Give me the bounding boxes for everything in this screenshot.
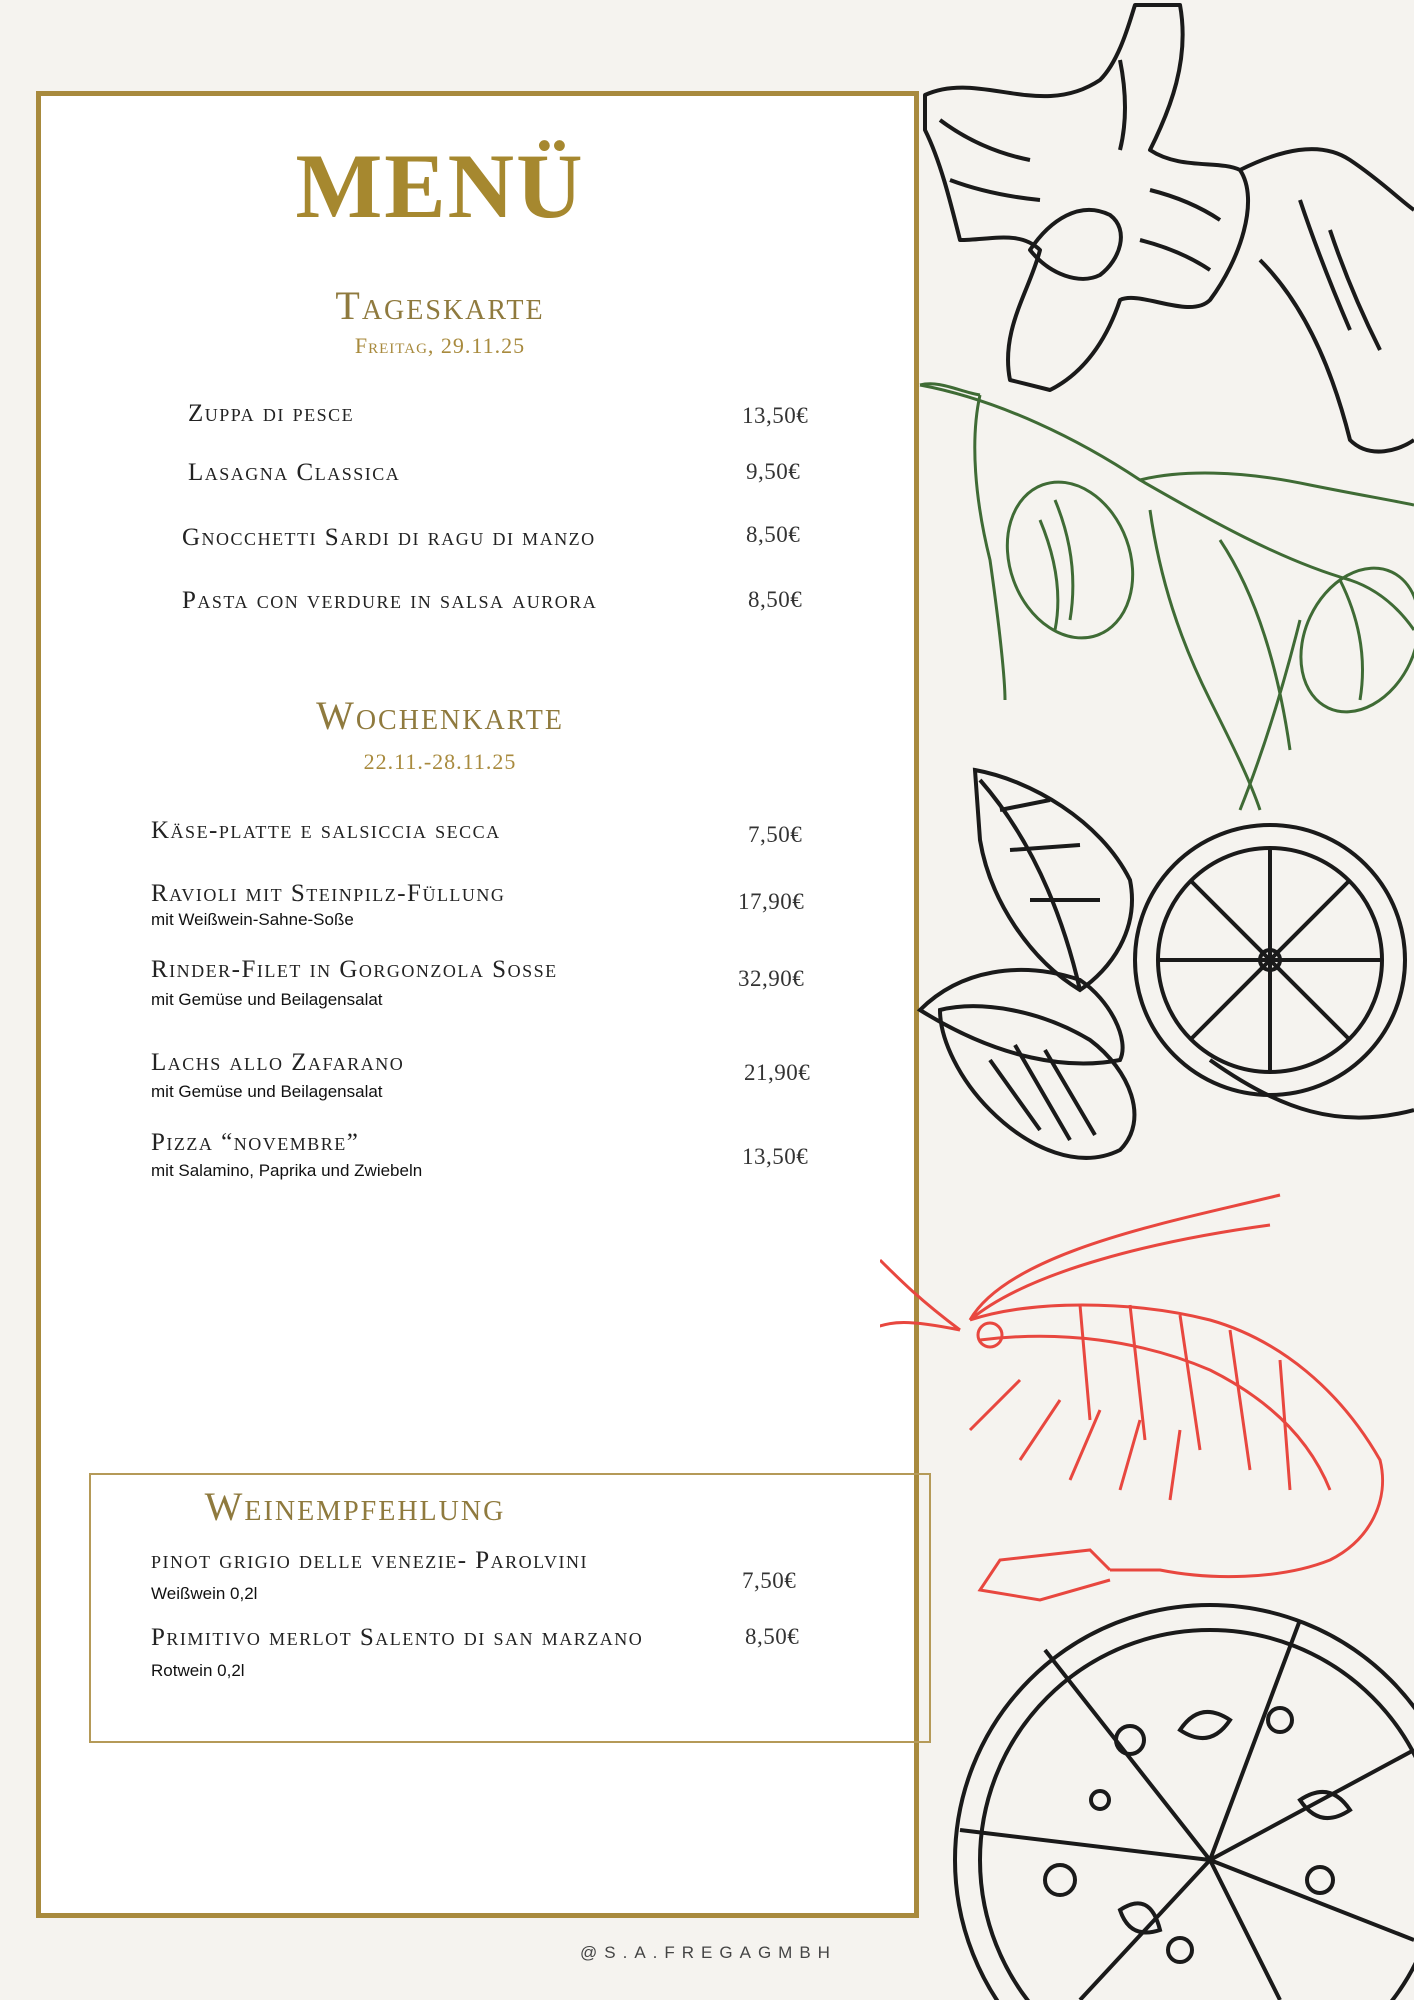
farfalle-icon: [925, 5, 1414, 452]
menu-item-description: mit Gemüse und Beilagensalat: [151, 990, 383, 1009]
wine-item-price: 7,50€: [742, 1568, 797, 1593]
menu-item-name: Ravioli mit Steinpilz-Füllung: [151, 880, 506, 907]
menu-item-name: Pasta con verdure in salsa aurora: [182, 587, 598, 614]
menu-item-price: 32,90€: [738, 966, 805, 991]
menu-item-name: Lachs allo Zafarano: [151, 1049, 405, 1076]
pizza-icon: [955, 1605, 1414, 2000]
lemon-icon: [920, 770, 1414, 1158]
menu-item-name: Lasagna Classica: [188, 459, 401, 486]
wine-item-description: Weißwein 0,2l: [151, 1584, 258, 1603]
menu-item-price: 9,50€: [746, 459, 801, 484]
menu-item-name: Käse-platte e salsiccia secca: [151, 817, 501, 844]
wine-item-name: Primitivo merlot Salento di san marzano: [151, 1624, 644, 1651]
menu-item-price: 8,50€: [748, 587, 803, 612]
menu-item-name: Pizza “novembre”: [151, 1129, 360, 1156]
illustration-panel: [880, 0, 1414, 2000]
menu-item-price: 21,90€: [744, 1060, 811, 1085]
menu-item-price: 17,90€: [738, 889, 805, 914]
wein-heading: Weinempfehlung: [204, 1484, 506, 1529]
tageskarte-date: Freitag, 29.11.25: [354, 333, 526, 358]
menu-item-name: Zuppa di pesce: [188, 400, 355, 427]
wochenkarte-date: 22.11.-28.11.25: [363, 749, 517, 774]
menu-item-price: 7,50€: [748, 822, 803, 847]
menu-item-price: 8,50€: [746, 522, 801, 547]
menu-item-description: mit Weißwein-Sahne-Soße: [151, 910, 354, 929]
wine-item-name: pinot grigio delle venezie- Parolvini: [151, 1547, 589, 1574]
menu-item-price: 13,50€: [742, 403, 809, 428]
olive-branch-icon: [920, 384, 1414, 810]
menu-item-price: 13,50€: [742, 1144, 809, 1169]
wine-item-description: Rotwein 0,2l: [151, 1661, 245, 1680]
footer-handle: @S.A.FREGAGMBH: [580, 1943, 837, 1962]
wochenkarte-heading: Wochenkarte: [316, 693, 564, 738]
menu-item-name: Rinder-Filet in Gorgonzola Sosse: [151, 956, 558, 983]
menu-title: MENÜ: [295, 135, 585, 237]
menu-item-description: mit Gemüse und Beilagensalat: [151, 1082, 383, 1101]
shrimp-icon: [880, 1195, 1383, 1600]
menu-item-description: mit Salamino, Paprika und Zwiebeln: [151, 1161, 423, 1180]
tageskarte-heading: Tageskarte: [335, 283, 545, 328]
menu-item-name: Gnocchetti Sardi di ragu di manzo: [182, 524, 596, 551]
wine-item-price: 8,50€: [745, 1624, 800, 1649]
